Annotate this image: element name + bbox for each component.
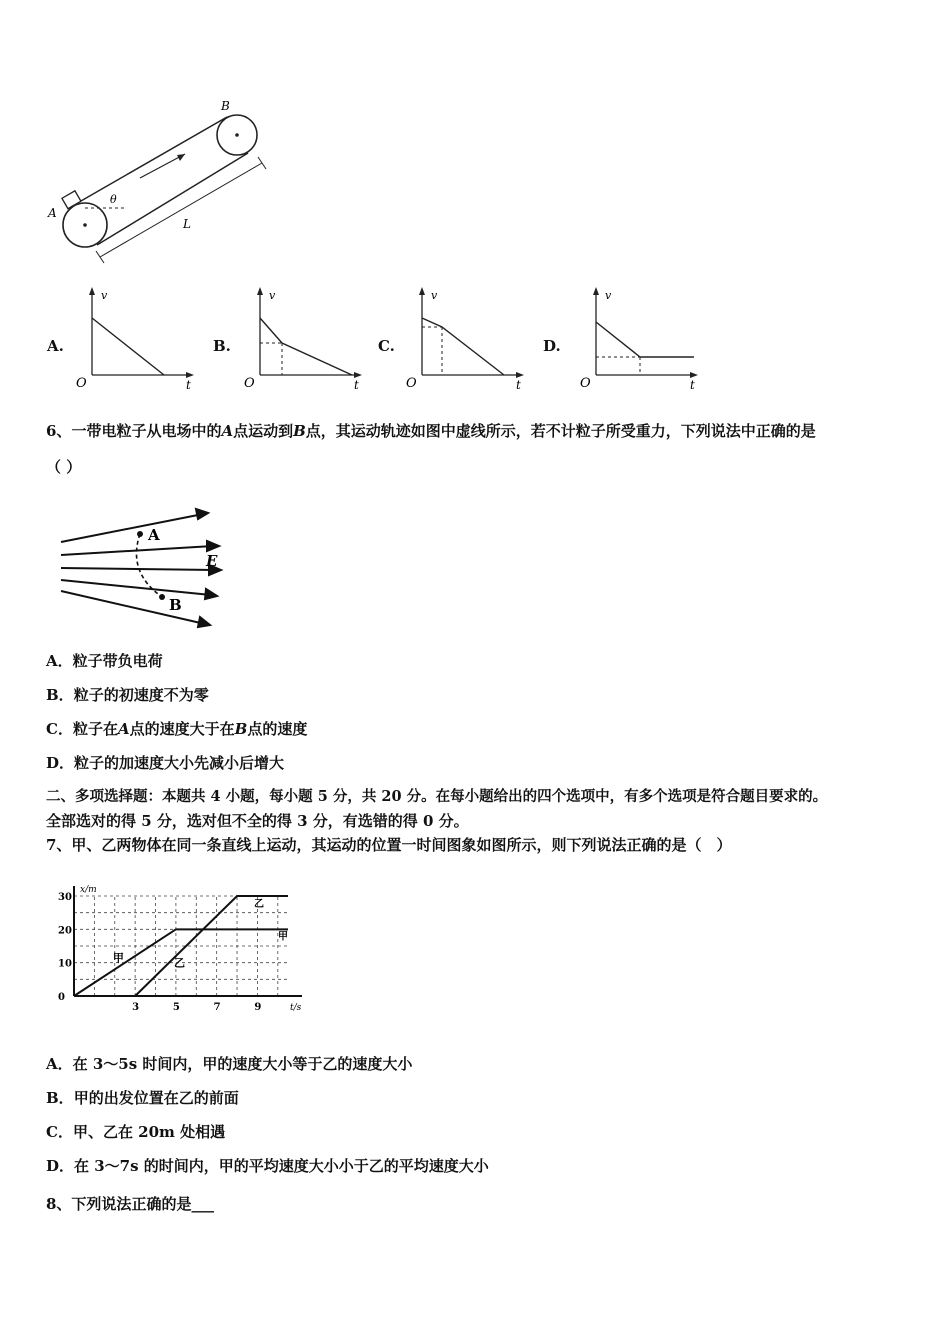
svg-text:v: v xyxy=(431,289,438,302)
x-tick-label: 9 xyxy=(254,1002,262,1013)
q6-option-c[interactable]: C．粒子在A点的速度大于在B点的速度 xyxy=(46,720,308,738)
q8-stem: 8、下列说法正确的是___ xyxy=(46,1195,214,1213)
svg-text:O: O xyxy=(406,376,417,391)
svg-text:O: O xyxy=(580,376,591,391)
label-theta: θ xyxy=(110,193,117,206)
series-jia-label: 甲 xyxy=(112,951,124,965)
svg-text:t: t xyxy=(690,378,695,392)
label-a: A xyxy=(48,206,57,220)
svg-text:B: B xyxy=(169,596,182,614)
svg-text:v: v xyxy=(605,289,612,302)
label-b: B xyxy=(221,99,230,113)
q5-option-d-label: D. xyxy=(543,337,561,355)
q7-position-time-chart xyxy=(50,872,320,1027)
q5-graph-a xyxy=(72,285,202,395)
series-yi-label-end: 乙 xyxy=(254,899,264,910)
svg-text:v: v xyxy=(101,289,108,302)
series-yi-label: 乙 xyxy=(173,956,185,970)
q5-graph-d xyxy=(576,285,706,395)
svg-text:O: O xyxy=(76,376,87,391)
q7-option-b[interactable]: B．甲的出发位置在乙的前面 xyxy=(46,1089,239,1107)
q5-option-a-label: A. xyxy=(47,337,64,355)
q7-stem: 7、甲、乙两物体在同一条直线上运动，其运动的位置一时间图象如图所示，则下列说法正确的是（ ） xyxy=(46,836,732,854)
q5-option-c-label: C. xyxy=(378,337,395,355)
y-tick-label: 10 xyxy=(58,958,72,970)
svg-text:O: O xyxy=(244,376,255,391)
motion-arrow xyxy=(140,154,185,178)
svg-text:t: t xyxy=(186,378,191,392)
x-tick-label: 7 xyxy=(213,1002,221,1013)
conveyor-figure xyxy=(40,95,280,270)
svg-text:v: v xyxy=(269,289,276,302)
x-tick-label: 3 xyxy=(132,1002,140,1013)
q7-option-d[interactable]: D．在 3～7s 的时间内，甲的平均速度大小小于乙的平均速度大小 xyxy=(46,1157,489,1175)
section2-line-1: 二、多项选择题：本题共 4 小题，每小题 5 分，共 20 分。在每小题给出的四个选项中，有多个选项是符合题目要求的。 xyxy=(46,788,828,805)
q6-stem: 6、一带电粒子从电场中的A点运动到B点，其运动轨迹如图中虚线所示，若不计粒子所受重力，下列说法中正确的是 xyxy=(46,422,816,440)
label-l: L xyxy=(183,217,191,231)
electric-field-figure xyxy=(55,490,230,635)
y-axis-label: x/m xyxy=(80,885,97,895)
q7-option-a[interactable]: A．在 3～5s 时间内，甲的速度大小等于乙的速度大小 xyxy=(46,1055,413,1073)
x-tick-label: 5 xyxy=(172,1002,180,1013)
y-tick-label: 30 xyxy=(58,892,72,903)
section2-line-2: 全部选对的得 5 分，选对但不全的得 3 分，有选错的得 0 分。 xyxy=(46,812,469,830)
q5-option-b-label: B. xyxy=(213,337,231,355)
q6-option-b[interactable]: B．粒子的初速度不为零 xyxy=(46,686,209,704)
svg-text:E: E xyxy=(206,552,218,570)
y-tick-label: 0 xyxy=(58,992,65,1003)
q6-option-d[interactable]: D．粒子的加速度大小先减小后增大 xyxy=(46,754,285,772)
q5-graph-c xyxy=(402,285,532,395)
q7-option-c[interactable]: C．甲、乙在 20m 处相遇 xyxy=(46,1123,226,1141)
svg-text:t: t xyxy=(354,378,359,392)
q6-option-a[interactable]: A．粒子带负电荷 xyxy=(46,652,163,670)
svg-text:A: A xyxy=(148,526,160,544)
series-jia-label-end: 甲 xyxy=(278,931,288,943)
q6-answer-paren: （ ） xyxy=(46,458,82,476)
svg-text:t: t xyxy=(516,378,521,392)
block xyxy=(62,191,81,209)
x-axis-label: t/s xyxy=(290,1003,302,1013)
q8-blank[interactable]: ___ xyxy=(191,1195,214,1213)
q5-graph-b xyxy=(240,285,370,395)
y-tick-label: 20 xyxy=(58,925,72,937)
